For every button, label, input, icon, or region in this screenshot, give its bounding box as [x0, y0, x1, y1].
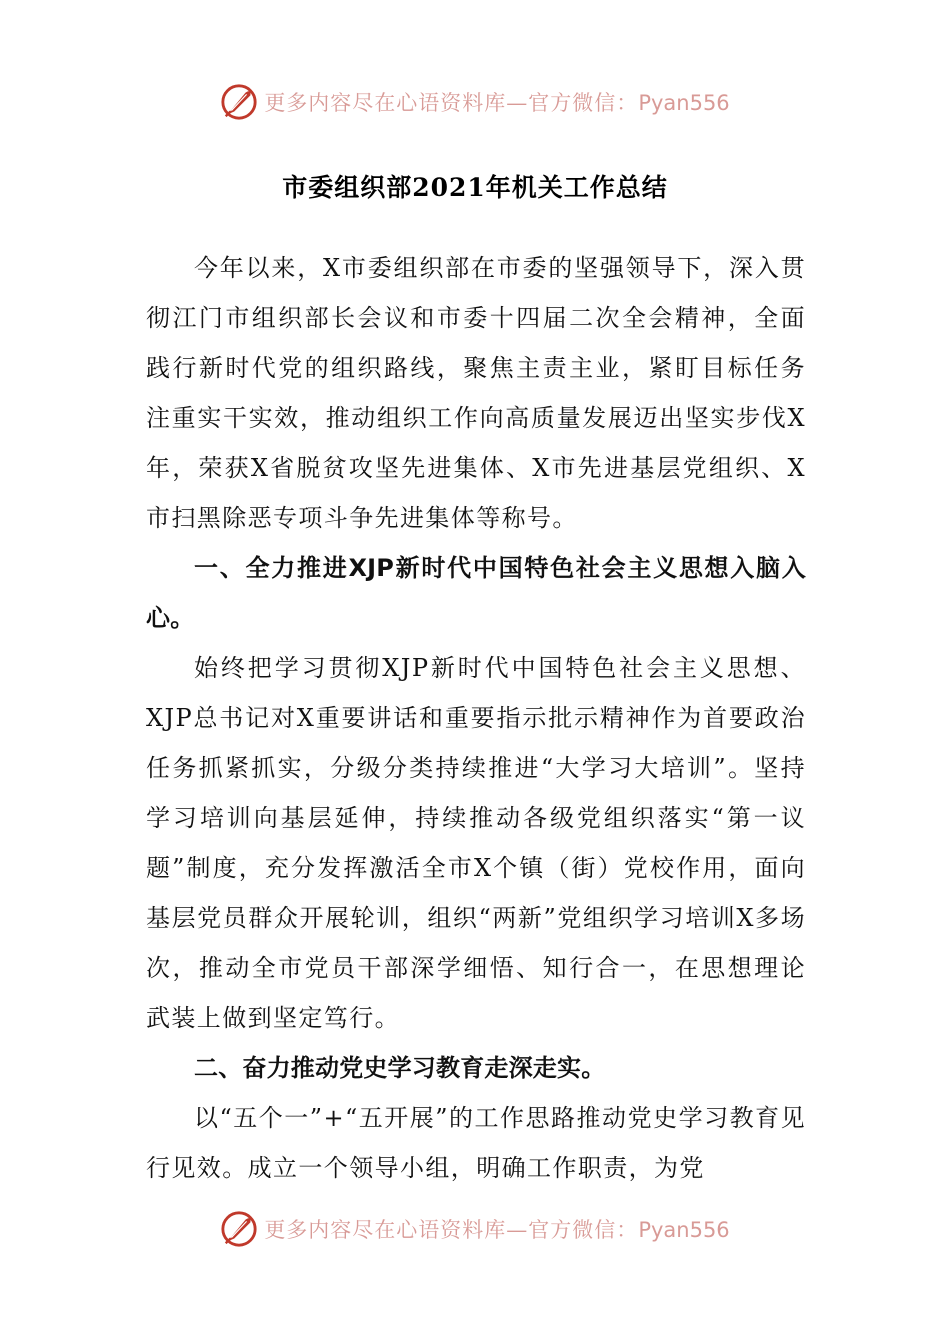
section-heading-1: 一、全力推进XJP新时代中国特色社会主义思想入脑入心。	[146, 554, 806, 632]
document-body	[146, 243, 806, 1193]
watermark-banner-top	[0, 80, 950, 124]
watermark-text: 更多内容尽在心语资料库—官方微信：Pyan556	[264, 1218, 730, 1242]
quill-logo-icon	[220, 83, 258, 121]
watermark-text: 更多内容尽在心语资料库—官方微信：Pyan556	[264, 91, 730, 115]
paragraph-section-1: 始终把学习贯彻XJP新时代中国特色社会主义思想、XJP总书记对X重要讲话和重要指示批示精神作为首要政治任务抓紧抓实，分级分类持续推进“大学习大培训”。坚持学习培训向基层延伸，持续推动各级党组织落实“第一议题”制度，充分发挥激活全市X个镇（街）党校作用，面向基层党员群众开展轮训，组织“两新”党组织学习培训X多场次，推动全市党员干部深学细悟、知行合一，在思想理论武装上做到坚定笃行。	[146, 654, 806, 1032]
document-title: 市委组织部2021年机关工作总结	[282, 173, 668, 202]
section-heading-2: 二、奋力推动党史学习教育走深走实。	[194, 1054, 606, 1082]
watermark-banner-bottom	[0, 1207, 950, 1251]
quill-logo-icon	[220, 1210, 258, 1248]
paragraph-intro: 今年以来，X市委组织部在市委的坚强领导下，深入贯彻江门市组织部长会议和市委十四届二次全会精神，全面践行新时代党的组织路线，聚焦主责主业，紧盯目标任务注重实干实效，推动组织工作向高质量发展迈出坚实步伐X年，荣获X省脱贫攻坚先进集体、X市先进基层党组织、X市扫黑除恶专项斗争先进集体等称号。	[146, 254, 806, 532]
paragraph-section-2: 以“五个一”+“五开展”的工作思路推动党史学习教育见行见效。成立一个领导小组，明确工作职责，为党	[146, 1104, 806, 1182]
